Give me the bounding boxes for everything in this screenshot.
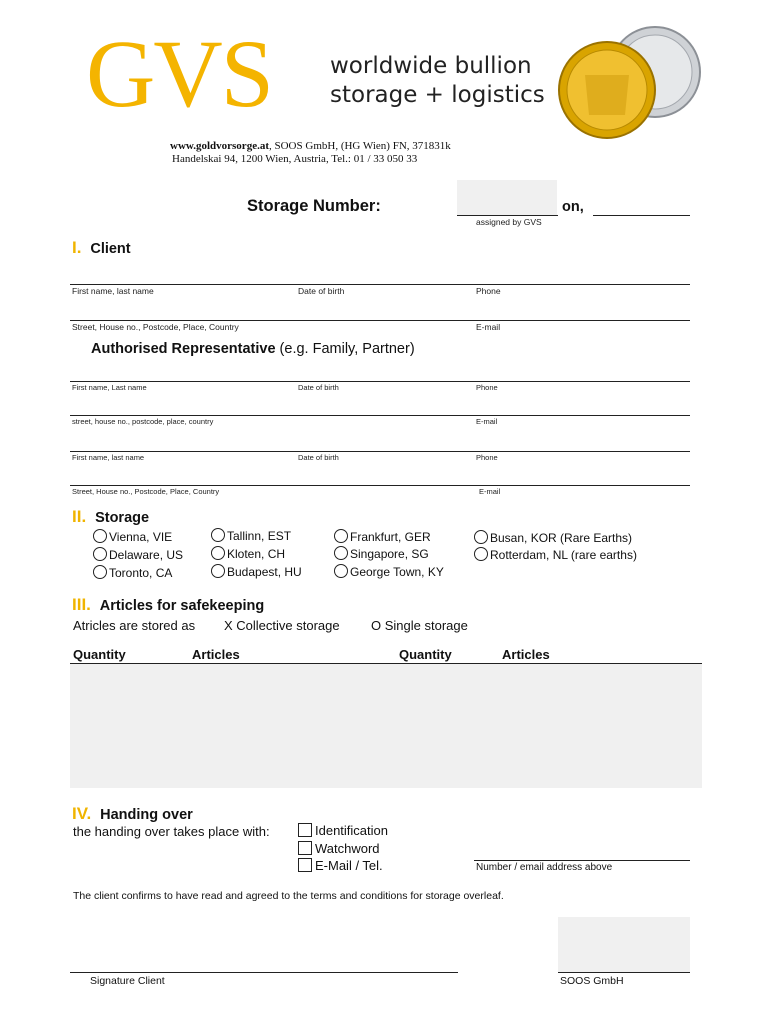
storage-option-toronto[interactable]: Toronto, CA bbox=[93, 565, 172, 580]
rep1-phone-label: Phone bbox=[476, 383, 498, 392]
on-label: on, bbox=[562, 199, 584, 215]
option-email-tel[interactable]: E-Mail / Tel. bbox=[298, 858, 383, 873]
street-label: Street, House no., Postcode, Place, Country bbox=[72, 322, 239, 332]
rep2-phone-label: Phone bbox=[476, 453, 498, 462]
phone-label: Phone bbox=[476, 286, 501, 296]
rep1-street-label: street, house no., postcode, place, country bbox=[72, 417, 214, 426]
radio-icon[interactable] bbox=[93, 547, 107, 561]
company-line: www.goldvorsorge.at, SOOS GmbH, (HG Wien) FN, 371831k bbox=[170, 140, 451, 152]
tagline-1: worldwide bullion bbox=[330, 53, 532, 79]
tagline-2: storage + logistics bbox=[330, 82, 545, 108]
radio-icon[interactable] bbox=[334, 529, 348, 543]
rep1-email-label: E-mail bbox=[476, 417, 498, 426]
signature-client-label: Signature Client bbox=[90, 975, 165, 987]
rep1-row2-line[interactable] bbox=[70, 415, 690, 416]
gold-coin-icon bbox=[559, 42, 655, 138]
client-row1-line[interactable] bbox=[70, 284, 690, 285]
section-storage: II. Storage bbox=[72, 507, 150, 526]
coins-image bbox=[545, 20, 710, 140]
radio-icon[interactable] bbox=[334, 546, 348, 560]
section-handing: IV. Handing over bbox=[72, 804, 193, 823]
storage-option-rotterdam[interactable]: Rotterdam, NL (rare earths) bbox=[474, 547, 637, 562]
rep2-row1-line[interactable] bbox=[70, 451, 690, 452]
articles-input-area[interactable] bbox=[70, 664, 702, 788]
col-quantity: Quantity bbox=[73, 647, 126, 662]
col-quantity-2: Quantity bbox=[399, 647, 452, 662]
handing-note: Number / email address above bbox=[476, 862, 613, 873]
storage-option-singapore[interactable]: Singapore, SG bbox=[334, 546, 429, 561]
signature-soos-label: SOOS GmbH bbox=[560, 975, 624, 987]
col-articles: Articles bbox=[192, 647, 240, 662]
rep2-row2-line[interactable] bbox=[70, 485, 690, 486]
assigned-label: assigned by GVS bbox=[476, 217, 542, 227]
rep2-name-label: First name, last name bbox=[72, 453, 145, 462]
storage-number-field[interactable] bbox=[457, 180, 557, 215]
radio-icon[interactable] bbox=[474, 547, 488, 561]
storage-option-delaware[interactable]: Delaware, US bbox=[93, 547, 183, 562]
radio-icon[interactable] bbox=[334, 564, 348, 578]
storage-option-georgetown[interactable]: George Town, KY bbox=[334, 564, 444, 579]
rep1-name-label: First name, Last name bbox=[72, 383, 147, 392]
option-identification[interactable]: Identification bbox=[298, 823, 388, 838]
signature-soos-field[interactable] bbox=[558, 917, 690, 972]
storage-option-vienna[interactable]: Vienna, VIE bbox=[93, 529, 172, 544]
collective-storage-option[interactable]: X Collective storage bbox=[224, 618, 340, 633]
checkbox-icon[interactable] bbox=[298, 823, 312, 837]
radio-icon[interactable] bbox=[474, 530, 488, 544]
radio-icon[interactable] bbox=[211, 528, 225, 542]
date-field[interactable] bbox=[593, 215, 690, 216]
dob-label: Date of birth bbox=[298, 286, 345, 296]
rep1-row1-line[interactable] bbox=[70, 381, 690, 382]
storage-option-kloten[interactable]: Kloten, CH bbox=[211, 546, 285, 561]
radio-icon[interactable] bbox=[211, 546, 225, 560]
radio-icon[interactable] bbox=[93, 565, 107, 579]
storage-number-label: Storage Number: bbox=[247, 197, 381, 215]
address-line: Handelskai 94, 1200 Wien, Austria, Tel.: 01 / 33 050 33 bbox=[172, 153, 418, 165]
radio-icon[interactable] bbox=[93, 529, 107, 543]
col-articles-2: Articles bbox=[502, 647, 550, 662]
rep2-dob-label: Date of birth bbox=[298, 453, 339, 462]
rep2-email-label: E-mail bbox=[479, 487, 501, 496]
rep1-dob-label: Date of birth bbox=[298, 383, 339, 392]
handing-label: the handing over takes place with: bbox=[73, 824, 270, 839]
checkbox-icon[interactable] bbox=[298, 841, 312, 855]
first-name-label: First name, last name bbox=[72, 286, 154, 296]
checkbox-icon[interactable] bbox=[298, 858, 312, 872]
storage-option-tallinn[interactable]: Tallinn, EST bbox=[211, 528, 291, 543]
storage-option-busan[interactable]: Busan, KOR (Rare Earths) bbox=[474, 530, 632, 545]
single-storage-option[interactable]: O Single storage bbox=[371, 618, 468, 633]
storage-option-frankfurt[interactable]: Frankfurt, GER bbox=[334, 529, 431, 544]
signature-client-line[interactable] bbox=[70, 972, 458, 973]
contact-field[interactable] bbox=[474, 860, 690, 861]
option-watchword[interactable]: Watchword bbox=[298, 841, 380, 856]
storage-option-budapest[interactable]: Budapest, HU bbox=[211, 564, 302, 579]
radio-icon[interactable] bbox=[211, 564, 225, 578]
section-client: I. Client bbox=[72, 238, 131, 257]
rep-title: Authorised Representative (e.g. Family, Partner) bbox=[91, 341, 415, 357]
logo: GVS bbox=[86, 20, 273, 127]
stored-as-label: Atricles are stored as bbox=[73, 618, 196, 633]
client-row2-line[interactable] bbox=[70, 320, 690, 321]
rep2-street-label: Street, House no., Postcode, Place, Country bbox=[72, 487, 220, 496]
website-link[interactable]: www.goldvorsorge.at bbox=[170, 140, 269, 152]
section-articles: III. Articles for safekeeping bbox=[72, 595, 265, 614]
email-label: E-mail bbox=[476, 322, 501, 332]
confirm-text: The client confirms to have read and agreed to the terms and conditions for storage overleaf. bbox=[73, 890, 504, 902]
